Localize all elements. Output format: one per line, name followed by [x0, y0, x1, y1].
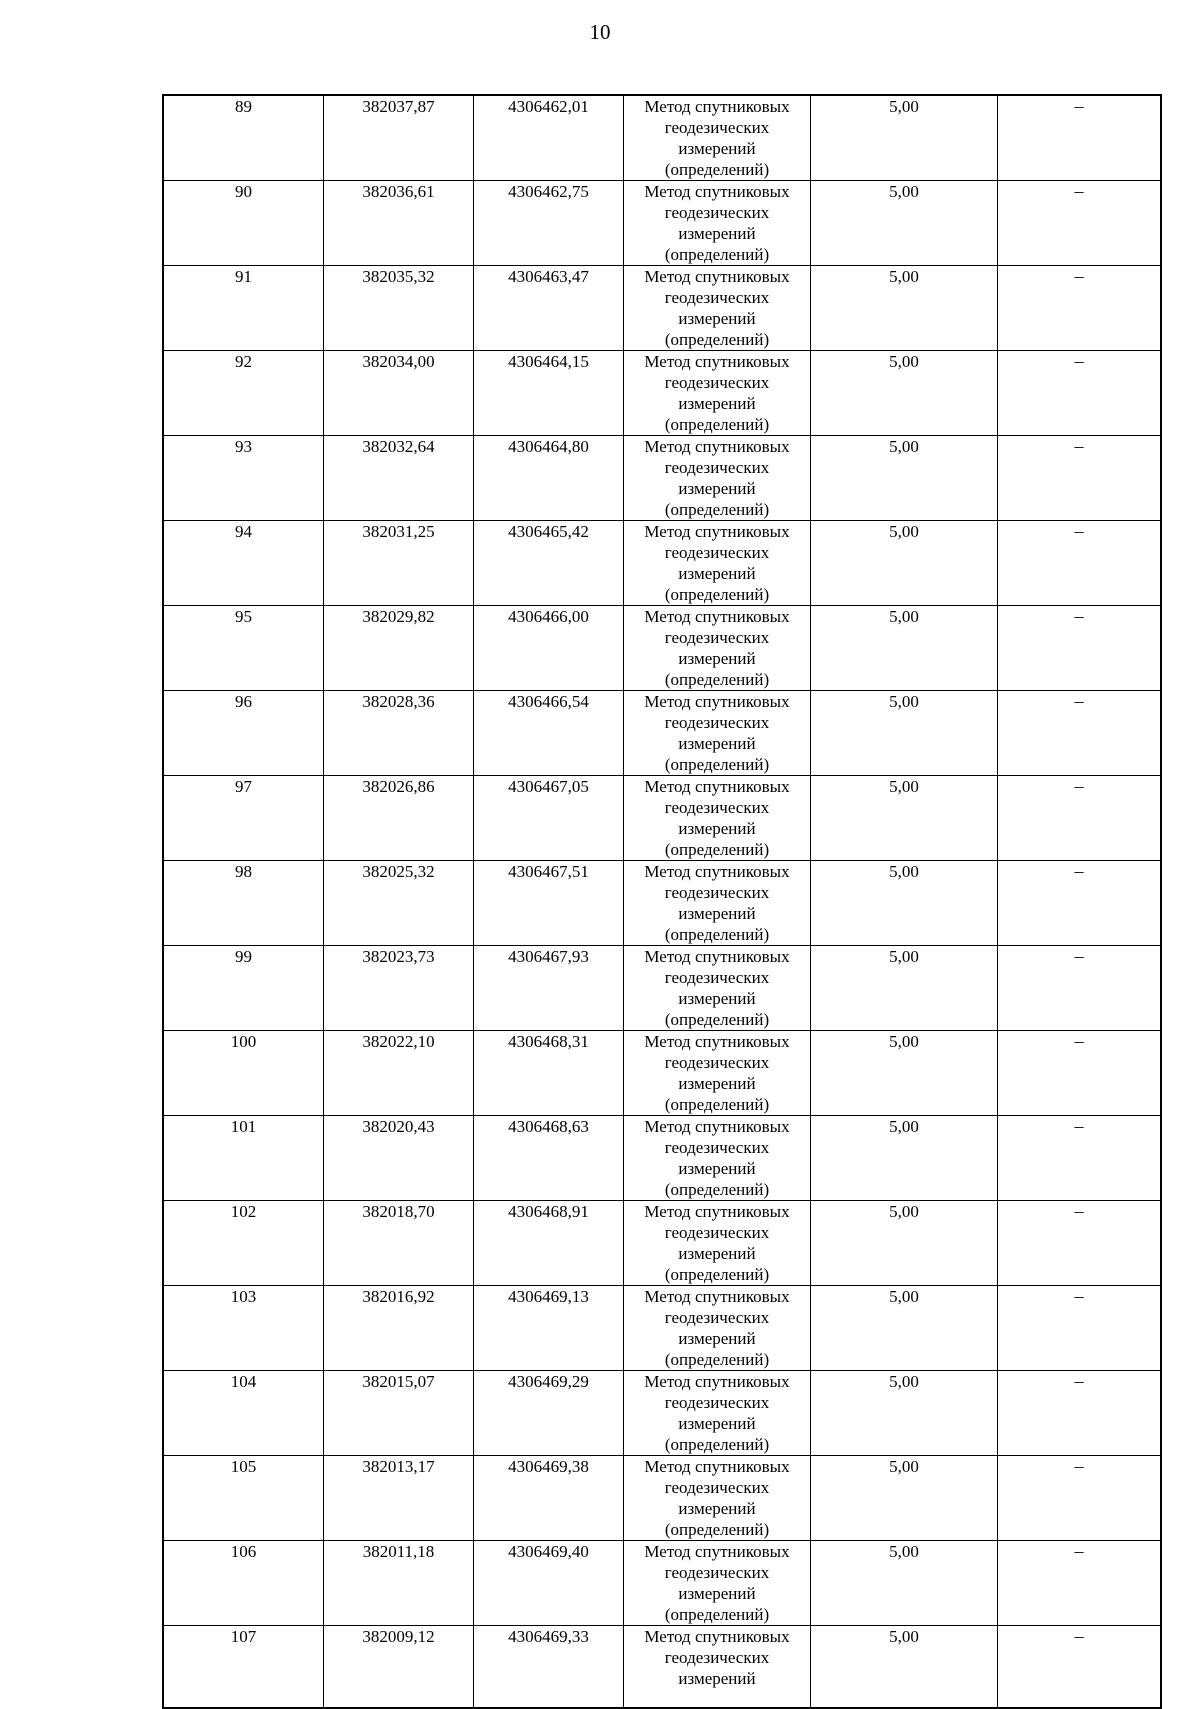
method-line: Метод спутниковых	[644, 777, 790, 796]
accuracy-cell: 5,00	[811, 436, 998, 521]
method-line: измерений	[678, 649, 756, 668]
method-line: (определений)	[664, 1010, 770, 1029]
method-cell	[624, 776, 811, 861]
method-line: геодезических	[664, 713, 770, 732]
x-coordinate-cell: 382037,87	[324, 95, 474, 181]
y-coordinate-cell: 4306467,51	[474, 861, 624, 946]
method-line: (определений)	[664, 1180, 770, 1199]
method-cell	[624, 1371, 811, 1456]
method-line: (определений)	[664, 160, 770, 179]
method-cell	[624, 1541, 811, 1626]
accuracy-cell: 5,00	[811, 606, 998, 691]
y-coordinate-cell: 4306469,38	[474, 1456, 624, 1541]
x-coordinate-cell: 382011,18	[324, 1541, 474, 1626]
method-line: геодезических	[664, 458, 770, 477]
table-row	[163, 351, 1161, 436]
table-row	[163, 691, 1161, 776]
method-line: геодезических	[664, 1393, 770, 1412]
method-line: Метод спутниковых	[644, 692, 790, 711]
extra-cell: –	[998, 946, 1162, 1031]
method-line: измерений	[678, 479, 756, 498]
method-line: (определений)	[664, 1095, 770, 1114]
method-line: геодезических	[664, 1308, 770, 1327]
method-cell	[624, 1201, 811, 1286]
method-line: измерений	[678, 564, 756, 583]
point-number-cell: 100	[163, 1031, 324, 1116]
extra-cell: –	[998, 1201, 1162, 1286]
accuracy-cell: 5,00	[811, 1031, 998, 1116]
y-coordinate-cell: 4306463,47	[474, 266, 624, 351]
x-coordinate-cell: 382034,00	[324, 351, 474, 436]
y-coordinate-cell: 4306467,05	[474, 776, 624, 861]
method-line: (определений)	[664, 1605, 770, 1624]
extra-cell: –	[998, 266, 1162, 351]
method-line: измерений	[678, 309, 756, 328]
x-coordinate-cell: 382035,32	[324, 266, 474, 351]
y-coordinate-cell: 4306469,33	[474, 1626, 624, 1709]
method-line: (определений)	[664, 1350, 770, 1369]
method-line: Метод спутниковых	[644, 97, 790, 116]
method-cell	[624, 436, 811, 521]
y-coordinate-cell: 4306468,31	[474, 1031, 624, 1116]
point-number-cell: 106	[163, 1541, 324, 1626]
table-row	[163, 1371, 1161, 1456]
method-line: Метод спутниковых	[644, 267, 790, 286]
method-cell	[624, 95, 811, 181]
accuracy-cell: 5,00	[811, 1201, 998, 1286]
method-line: измерений	[678, 1669, 756, 1688]
x-coordinate-cell: 382018,70	[324, 1201, 474, 1286]
method-line: геодезических	[664, 1223, 770, 1242]
table-row	[163, 521, 1161, 606]
table-row	[163, 861, 1161, 946]
table-row	[163, 1116, 1161, 1201]
method-line: Метод спутниковых	[644, 862, 790, 881]
method-cell	[624, 266, 811, 351]
accuracy-cell: 5,00	[811, 1456, 998, 1541]
method-line: (определений)	[664, 1435, 770, 1454]
accuracy-cell: 5,00	[811, 1626, 998, 1709]
x-coordinate-cell: 382036,61	[324, 181, 474, 266]
table-row	[163, 1031, 1161, 1116]
method-line: геодезических	[664, 1138, 770, 1157]
method-line: Метод спутниковых	[644, 607, 790, 626]
method-cell	[624, 351, 811, 436]
point-number-cell: 89	[163, 95, 324, 181]
method-line: Метод спутниковых	[644, 1372, 790, 1391]
method-line: измерений	[678, 1159, 756, 1178]
method-line: измерений	[678, 989, 756, 1008]
method-line: измерений	[678, 904, 756, 923]
x-coordinate-cell: 382032,64	[324, 436, 474, 521]
method-line: геодезических	[664, 628, 770, 647]
x-coordinate-cell: 382016,92	[324, 1286, 474, 1371]
point-number-cell: 92	[163, 351, 324, 436]
method-line: (определений)	[664, 500, 770, 519]
table-row	[163, 181, 1161, 266]
method-line: (определений)	[664, 670, 770, 689]
table-row	[163, 1456, 1161, 1541]
method-line: Метод спутниковых	[644, 1202, 790, 1221]
y-coordinate-cell: 4306462,01	[474, 95, 624, 181]
accuracy-cell: 5,00	[811, 1116, 998, 1201]
extra-cell: –	[998, 1626, 1162, 1709]
method-line: (определений)	[664, 330, 770, 349]
method-line: измерений	[678, 1074, 756, 1093]
method-line: Метод спутниковых	[644, 1542, 790, 1561]
method-cell	[624, 1626, 811, 1709]
point-number-cell: 102	[163, 1201, 324, 1286]
accuracy-cell: 5,00	[811, 776, 998, 861]
accuracy-cell: 5,00	[811, 95, 998, 181]
table-row	[163, 436, 1161, 521]
method-line: геодезических	[664, 118, 770, 137]
method-cell	[624, 1456, 811, 1541]
accuracy-cell: 5,00	[811, 861, 998, 946]
x-coordinate-cell: 382029,82	[324, 606, 474, 691]
extra-cell: –	[998, 1371, 1162, 1456]
point-number-cell: 95	[163, 606, 324, 691]
extra-cell: –	[998, 95, 1162, 181]
accuracy-cell: 5,00	[811, 691, 998, 776]
table-row	[163, 946, 1161, 1031]
method-line: геодезических	[664, 373, 770, 392]
x-coordinate-cell: 382020,43	[324, 1116, 474, 1201]
point-number-cell: 105	[163, 1456, 324, 1541]
y-coordinate-cell: 4306466,54	[474, 691, 624, 776]
x-coordinate-cell: 382031,25	[324, 521, 474, 606]
method-line: Метод спутниковых	[644, 1457, 790, 1476]
method-cell	[624, 1286, 811, 1371]
x-coordinate-cell: 382028,36	[324, 691, 474, 776]
method-line: Метод спутниковых	[644, 1117, 790, 1136]
x-coordinate-cell: 382022,10	[324, 1031, 474, 1116]
method-line: Метод спутниковых	[644, 1032, 790, 1051]
accuracy-cell: 5,00	[811, 1286, 998, 1371]
method-line: измерений	[678, 1414, 756, 1433]
point-number-cell: 97	[163, 776, 324, 861]
x-coordinate-cell: 382015,07	[324, 1371, 474, 1456]
method-line: измерений	[678, 1584, 756, 1603]
table-row	[163, 606, 1161, 691]
extra-cell: –	[998, 1456, 1162, 1541]
x-coordinate-cell: 382013,17	[324, 1456, 474, 1541]
method-line: (определений)	[664, 585, 770, 604]
method-line: измерений	[678, 139, 756, 158]
page-number: 10	[589, 20, 611, 44]
x-coordinate-cell: 382025,32	[324, 861, 474, 946]
method-cell	[624, 946, 811, 1031]
method-line: измерений	[678, 394, 756, 413]
point-number-cell: 107	[163, 1626, 324, 1709]
method-line: геодезических	[664, 1053, 770, 1072]
method-cell	[624, 1031, 811, 1116]
point-number-cell: 94	[163, 521, 324, 606]
x-coordinate-cell: 382026,86	[324, 776, 474, 861]
point-number-cell: 101	[163, 1116, 324, 1201]
accuracy-cell: 5,00	[811, 946, 998, 1031]
method-cell	[624, 1116, 811, 1201]
x-coordinate-cell: 382009,12	[324, 1626, 474, 1709]
point-number-cell: 90	[163, 181, 324, 266]
method-line: геодезических	[664, 543, 770, 562]
method-line: измерений	[678, 819, 756, 838]
table-row	[163, 1201, 1161, 1286]
coordinates-table	[162, 94, 1162, 1709]
method-line: геодезических	[664, 883, 770, 902]
method-line: (определений)	[664, 415, 770, 434]
table-row	[163, 1626, 1161, 1709]
point-number-cell: 98	[163, 861, 324, 946]
method-cell	[624, 181, 811, 266]
method-line: измерений	[678, 1244, 756, 1263]
extra-cell: –	[998, 1541, 1162, 1626]
point-number-cell: 103	[163, 1286, 324, 1371]
method-line: Метод спутниковых	[644, 437, 790, 456]
method-line: измерений	[678, 1329, 756, 1348]
method-line: (определений)	[664, 925, 770, 944]
extra-cell: –	[998, 1116, 1162, 1201]
y-coordinate-cell: 4306467,93	[474, 946, 624, 1031]
method-line: Метод спутниковых	[644, 947, 790, 966]
accuracy-cell: 5,00	[811, 181, 998, 266]
y-coordinate-cell: 4306468,63	[474, 1116, 624, 1201]
point-number-cell: 96	[163, 691, 324, 776]
accuracy-cell: 5,00	[811, 351, 998, 436]
method-cell	[624, 521, 811, 606]
y-coordinate-cell: 4306465,42	[474, 521, 624, 606]
extra-cell: –	[998, 1286, 1162, 1371]
method-line: геодезических	[664, 288, 770, 307]
method-line: (определений)	[664, 840, 770, 859]
method-line: геодезических	[664, 203, 770, 222]
extra-cell: –	[998, 776, 1162, 861]
y-coordinate-cell: 4306469,13	[474, 1286, 624, 1371]
extra-cell: –	[998, 861, 1162, 946]
accuracy-cell: 5,00	[811, 266, 998, 351]
table-row	[163, 95, 1161, 181]
y-coordinate-cell: 4306466,00	[474, 606, 624, 691]
method-line: (определений)	[664, 1520, 770, 1539]
y-coordinate-cell: 4306468,91	[474, 1201, 624, 1286]
method-line: Метод спутниковых	[644, 1287, 790, 1306]
y-coordinate-cell: 4306462,75	[474, 181, 624, 266]
method-line: геодезических	[664, 1478, 770, 1497]
point-number-cell: 99	[163, 946, 324, 1031]
method-cell	[624, 691, 811, 776]
method-line: (определений)	[664, 245, 770, 264]
x-coordinate-cell: 382023,73	[324, 946, 474, 1031]
extra-cell: –	[998, 1031, 1162, 1116]
method-line: Метод спутниковых	[644, 182, 790, 201]
method-line: измерений	[678, 1499, 756, 1518]
table-row	[163, 1286, 1161, 1371]
method-line: Метод спутниковых	[644, 522, 790, 541]
y-coordinate-cell: 4306464,15	[474, 351, 624, 436]
method-cell	[624, 861, 811, 946]
method-line: Метод спутниковых	[644, 352, 790, 371]
accuracy-cell: 5,00	[811, 1371, 998, 1456]
method-line: Метод спутниковых	[644, 1627, 790, 1646]
y-coordinate-cell: 4306464,80	[474, 436, 624, 521]
coordinates-table-body	[163, 95, 1161, 1708]
point-number-cell: 104	[163, 1371, 324, 1456]
table-row	[163, 266, 1161, 351]
method-line: геодезических	[664, 1648, 770, 1667]
point-number-cell: 91	[163, 266, 324, 351]
method-line: (определений)	[664, 755, 770, 774]
accuracy-cell: 5,00	[811, 521, 998, 606]
accuracy-cell: 5,00	[811, 1541, 998, 1626]
method-line: геодезических	[664, 968, 770, 987]
method-line: (определений)	[664, 1265, 770, 1284]
method-line: измерений	[678, 734, 756, 753]
y-coordinate-cell: 4306469,29	[474, 1371, 624, 1456]
extra-cell: –	[998, 351, 1162, 436]
table-row	[163, 776, 1161, 861]
extra-cell: –	[998, 521, 1162, 606]
coordinates-table-container	[162, 94, 1137, 1709]
method-line: измерений	[678, 224, 756, 243]
y-coordinate-cell: 4306469,40	[474, 1541, 624, 1626]
extra-cell: –	[998, 181, 1162, 266]
method-line: геодезических	[664, 798, 770, 817]
method-line: геодезических	[664, 1563, 770, 1582]
method-cell	[624, 606, 811, 691]
extra-cell: –	[998, 691, 1162, 776]
table-row	[163, 1541, 1161, 1626]
extra-cell: –	[998, 436, 1162, 521]
point-number-cell: 93	[163, 436, 324, 521]
extra-cell: –	[998, 606, 1162, 691]
